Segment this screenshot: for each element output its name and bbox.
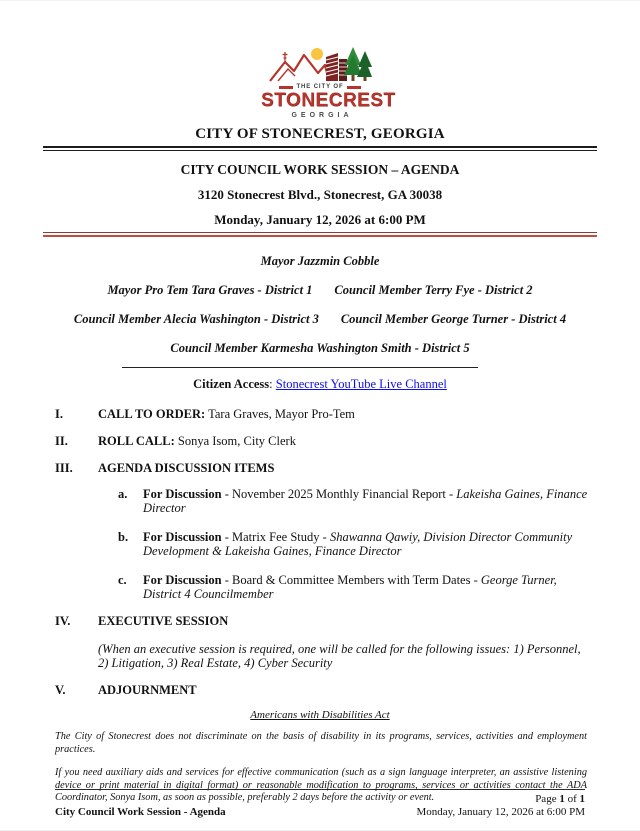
meeting-datetime: Monday, January 12, 2026 at 6:00 PM bbox=[214, 212, 426, 227]
discussion-item-b bbox=[118, 530, 640, 558]
executive-session-note: (When an executive session is required, one will be called for the following issues: 1) Personnel, 2) Litigation, 3) Real Estate, 4) Cyber Security bbox=[98, 642, 581, 670]
item-text: - November 2025 Monthly Financial Report - bbox=[221, 487, 457, 501]
item-text: - Matrix Fee Study - bbox=[221, 530, 330, 544]
agenda-numeral: III. bbox=[55, 461, 73, 475]
citizen-access-colon: : bbox=[269, 377, 276, 391]
agenda-numeral: IV. bbox=[55, 614, 71, 628]
item-speaker: Shawanna Qawiy, Division Director Community Development & Lakeisha Gaines, Finance Director bbox=[143, 530, 573, 558]
agenda-heading: EXECUTIVE SESSION bbox=[98, 614, 229, 628]
citizen-access-line bbox=[0, 377, 640, 392]
footer-meeting-date: Monday, January 12, 2026 at 6:00 PM bbox=[416, 806, 585, 818]
item-letter: a. bbox=[118, 487, 128, 501]
document-subtitle: CITY COUNCIL WORK SESSION – AGENDA bbox=[180, 162, 460, 177]
pine-trees-icon bbox=[344, 47, 372, 81]
agenda-item-executive-session bbox=[55, 614, 585, 628]
youtube-live-channel-link[interactable]: Stonecrest YouTube Live Channel bbox=[275, 377, 447, 391]
discussion-item-a bbox=[118, 487, 640, 515]
logo-graphic-icon bbox=[268, 45, 372, 83]
officials-block bbox=[0, 254, 640, 356]
agenda-item-discussion-items bbox=[55, 461, 585, 475]
item-letter: c. bbox=[118, 573, 127, 587]
agenda-heading: AGENDA DISCUSSION ITEMS bbox=[98, 461, 275, 475]
logo-left-bar bbox=[279, 86, 293, 89]
ada-paragraph-1: The City of Stonecrest does not discriminate on the basis of disability in its programs, services, activities and employment practices. bbox=[55, 731, 587, 755]
stonecrest-logo bbox=[261, 45, 396, 119]
sun-icon bbox=[311, 48, 323, 60]
page-total: 1 bbox=[579, 793, 585, 805]
official-district-2: Council Member Terry Fye - District 2 bbox=[334, 283, 533, 297]
logo-wordmark: STONECREST bbox=[261, 90, 396, 111]
page-word: Page bbox=[535, 793, 560, 805]
item-label: For Discussion bbox=[143, 530, 222, 544]
meeting-address: 3120 Stonecrest Blvd., Stonecrest, GA 30038 bbox=[197, 187, 443, 202]
official-district-3: Council Member Alecia Washington - District 3 bbox=[73, 312, 319, 326]
item-label: For Discussion bbox=[143, 487, 222, 501]
document-title: CITY OF STONECREST, GEORGIA bbox=[195, 126, 445, 142]
agenda-heading: ADJOURNMENT bbox=[98, 683, 197, 697]
agenda-numeral: I. bbox=[55, 407, 63, 421]
page-footer bbox=[55, 789, 585, 818]
footer-document-title: City Council Work Session - Agenda bbox=[55, 806, 226, 818]
mayor-name: Mayor Jazzmin Cobble bbox=[260, 254, 380, 268]
agenda-item-roll-call bbox=[55, 434, 585, 448]
ada-heading: Americans with Disabilities Act bbox=[250, 709, 390, 721]
item-text: - Board & Committee Members with Term Dates - bbox=[221, 573, 481, 587]
agenda-text: Sonya Isom, City Clerk bbox=[174, 434, 296, 448]
agenda-numeral: V. bbox=[55, 683, 66, 697]
agenda-numeral: II. bbox=[55, 434, 68, 448]
buildings-icon bbox=[326, 53, 347, 81]
agenda-item-call-to-order bbox=[55, 407, 585, 421]
agenda-text: Tara Graves, Mayor Pro-Tem bbox=[205, 407, 355, 421]
logo-state-text: GEORGIA bbox=[291, 112, 353, 119]
page-number bbox=[55, 793, 585, 805]
item-label: For Discussion bbox=[143, 573, 222, 587]
agenda-heading: ROLL CALL: bbox=[98, 434, 175, 448]
item-speaker: George Turner, District 4 Councilmember bbox=[143, 573, 557, 601]
logo-right-bar bbox=[347, 86, 361, 89]
page-current: 1 bbox=[559, 793, 565, 805]
header-red-divider bbox=[43, 232, 597, 237]
item-letter: b. bbox=[118, 530, 129, 544]
official-district-1: Mayor Pro Tem Tara Graves - District 1 bbox=[107, 283, 313, 297]
ada-paragraph-2: If you need auxiliary aids and services for effective communication (such as a sign language interpreter, an assistive listening device or print material in digital format) or reasonable modification to programs, services or activities contact the ADA Coordinator, Sonya Isom, as soon as possible, preferably 2 days before the activity or event. bbox=[55, 767, 587, 803]
item-speaker: Lakeisha Gaines, Finance Director bbox=[143, 487, 588, 515]
logo-city-of-text: THE CITY OF bbox=[296, 84, 344, 90]
officials-divider bbox=[122, 367, 478, 368]
agenda-item-adjournment bbox=[55, 683, 585, 697]
discussion-item-c bbox=[118, 573, 640, 601]
official-district-5: Council Member Karmesha Washington Smith - District 5 bbox=[170, 341, 470, 355]
page-of-word: of bbox=[564, 793, 580, 805]
footer-divider bbox=[55, 789, 585, 790]
official-district-4: Council Member George Turner - District 4 bbox=[340, 312, 567, 326]
agenda-heading: CALL TO ORDER: bbox=[98, 407, 206, 421]
citizen-access-label: Citizen Access bbox=[193, 377, 270, 391]
title-divider bbox=[43, 146, 597, 151]
